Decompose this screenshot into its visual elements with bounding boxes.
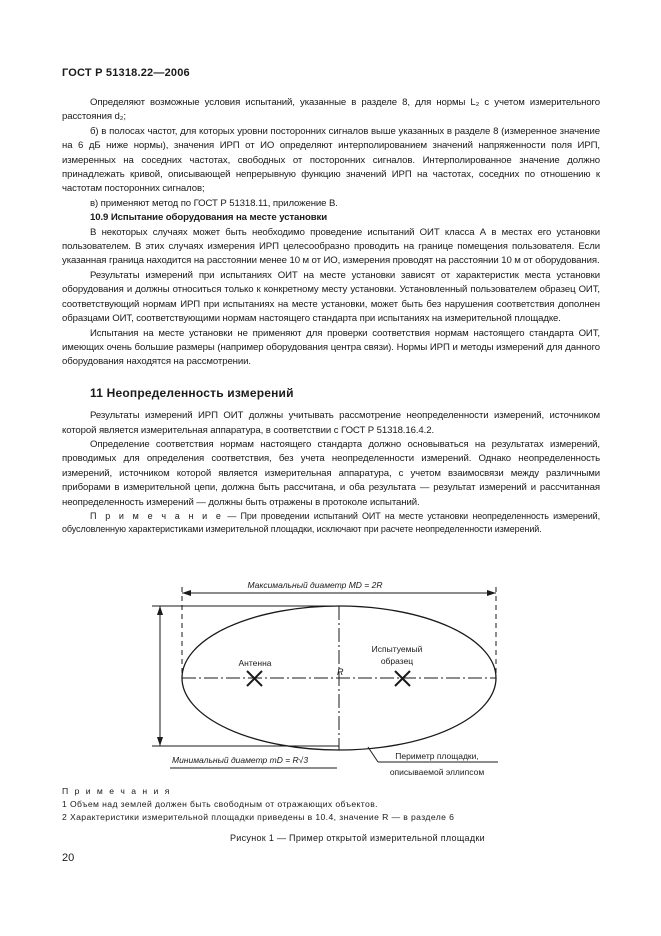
perimeter-label-line2: описываемой эллипсом xyxy=(389,767,485,777)
figure-notes xyxy=(62,785,602,825)
subsection-heading-10-9: 10.9 Испытание оборудования на месте установки xyxy=(90,212,328,224)
paragraph-item-b: б) в полосах частот, для которых уровни посторонних сигналов выше указанных в разделе 8 (измеренное значение на 6 дБ ниже нормы), значения ИРП от ИО определяют интерполированием значений напряженности поля ИРП, измеренных на соседних частотах, свободных от посторонних сигналов. Интерполированное значение должно принадлежать кривой, описывающей непрерывную функцию значений ИРП на частотах, соседних по отношению к частотам посторонних сигналов; xyxy=(62,125,600,195)
paragraph-uncertainty-intro: Результаты измерений ИРП ОИТ должны учитывать рассмотрение неопределенности измерений, источником которой является измерительная аппаратура, в соответствии с ГОСТ Р 51318.16.4.2. xyxy=(62,410,600,436)
arrow-top xyxy=(157,606,163,615)
paragraph-onsite-limits: Испытания на месте установки не применяют для проверки соответствия нормам настоящего стандарта ОИТ, имеющих очень большие размеры (например оборудования центра связи). Нормы ИРП и методы измерений для данного оборудования находятся на рассмотрении. xyxy=(62,327,600,368)
note-text: — При проведении испытаний ОИТ на месте установки неопределенность измерений, обусловленную характеристиками измерительной площадки, исключают при расчете неопределенности измерений. xyxy=(62,510,600,535)
figure-notes-title: П р и м е ч а н и я xyxy=(62,786,172,796)
max-diameter-label: Максимальный диаметр MD = 2R xyxy=(247,580,383,590)
arrow-bottom xyxy=(157,737,163,746)
perimeter-leader-line xyxy=(368,747,378,762)
eut-label-line1: Испытуемый xyxy=(371,644,423,654)
perimeter-label-line1: Периметр площадки, xyxy=(395,751,479,761)
arrow-right xyxy=(487,590,496,596)
page-number: 20 xyxy=(62,852,75,864)
document-header: ГОСТ Р 51318.22—2006 xyxy=(62,67,190,79)
paragraph-onsite-cases: В некоторых случаях может быть необходимо проведение испытаний ОИТ класса А в местах его установки пользователем. В этих случаях измерения ИРП целесообразно проводить на границе помещения пользователя. Если указанная граница находится на расстоянии менее 10 м от ИО, измерения проводят на расстоянии 10 м от оборудования. xyxy=(62,226,600,267)
paragraph-measurement-conditions: Определяют возможные условия испытаний, указанные в разделе 8, для нормы L₂ с учетом измерительного расстояния d₂; xyxy=(62,97,600,123)
note-label: П р и м е ч а н и е xyxy=(90,510,224,521)
paragraph-uncertainty-compliance: Определение соответствия нормам настоящего стандарта должно основываться на результатах измерений, проводимых для определения соответствия, без учета неопределенности измерений. Однако неопределенность измерений, источником которой является измерительная аппаратура, с учетом взаимосвязи между различными приборами в измерительной цепи, должна быть рассчитана, и оба результата — результат измерений и рассчитанная неопределенность измерений — должны быть отражены в протоколе испытаний. xyxy=(62,438,600,508)
min-diameter-label: Минимальный диаметр mD = R√3 xyxy=(172,755,309,765)
eut-label-line2: образец xyxy=(380,656,414,666)
figure-note-1: 1 Объем над землей должен быть свободным от отражающих объектов. xyxy=(62,799,378,810)
paragraph-onsite-results: Результаты измерений при испытаниях ОИТ на месте установки зависят от характеристик места установки оборудования и должны относиться только к конкретному месту установки. Установленный пользователем образец ОИТ, соответствующий нормам ИРП при испытаниях на месте установки, может быть без нарушения соответствия дополнен образцами ОИТ, соответствующими нормам настоящего стандарта при испытаниях на измерительной площадке. xyxy=(62,269,600,325)
arrow-left xyxy=(182,590,191,596)
figure-note-2: 2 Характеристики измерительной площадки приведены в 10.4, значение R — в разделе 6 xyxy=(62,812,455,823)
radius-label: R xyxy=(337,667,344,677)
antenna-label: Антенна xyxy=(238,658,272,668)
section-heading-11: 11 Неопределенность измерений xyxy=(90,385,294,400)
paragraph-item-v: в) применяют метод по ГОСТ Р 51318.11, приложение В. xyxy=(90,197,338,209)
figure-caption: Рисунок 1 — Пример открытой измерительной площадки xyxy=(230,833,485,843)
